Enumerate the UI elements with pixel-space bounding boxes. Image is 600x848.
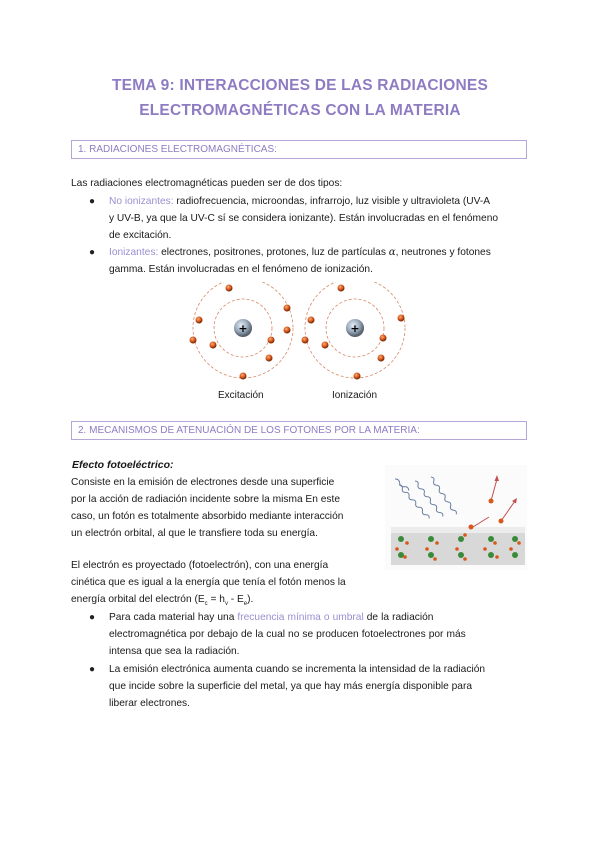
text-line: El electrón es proyectado (fotoelectrón), con una energía	[71, 560, 329, 571]
electron-icon	[489, 499, 494, 504]
paragraph-photoelectric-2	[71, 557, 377, 613]
text-line: por la acción de radiación incidente sobre la misma En este	[71, 494, 340, 505]
text-line: caso, un fotón es totalmente absorbido mediante interacción	[71, 511, 344, 522]
electron-icon	[266, 355, 273, 362]
page-title-line2: ELECTROMAGNÉTICAS CON LA MATERIA	[139, 102, 461, 119]
bullet-dot: ●	[89, 247, 96, 258]
electron-icon	[338, 285, 345, 292]
electron-icon	[398, 315, 405, 322]
bullet-text: radiofrecuencia, microondas, infrarrojo, luz visible y ultravioleta (UV-A	[173, 196, 491, 207]
bullet-text: y UV-B, ya que la UV-C sí se considera ionizante). Están involucradas en el fenómeno	[109, 213, 499, 224]
electron-icon	[284, 327, 291, 334]
term-ionizing: Ionizantes:	[109, 247, 159, 258]
term-non-ionizing: No ionizantes:	[109, 196, 174, 207]
caption-excitation: Excitación	[218, 390, 264, 401]
bullet-text: electrones, positrones, protones, luz de partículas	[158, 247, 389, 258]
photoelectric-diagram	[385, 465, 527, 570]
bullet-dot: ●	[89, 612, 96, 623]
nucleus-plus: +	[238, 322, 248, 335]
electron-icon	[240, 373, 247, 380]
text-line: energía orbital del electrón $(E_c = h_v - E_e)$.	[71, 594, 254, 608]
atom-diagram	[185, 282, 415, 382]
subheading-photoelectric: Efecto fotoeléctrico:	[72, 459, 174, 471]
nucleus-plus: +	[350, 322, 360, 335]
section-heading-2: 2. MECANISMOS DE ATENUACIÓN DE LOS FOTONES POR LA MATERIA:	[71, 421, 527, 440]
electron-icon	[322, 342, 329, 349]
caption-ionization: Ionización	[332, 390, 378, 401]
electron-icon	[380, 335, 387, 342]
highlight-threshold: frecuencia mínima o umbral	[237, 612, 364, 623]
bullet-ionizing	[89, 244, 529, 278]
bullet-text: gamma. Están involucradas en el fenómeno de ionización.	[109, 264, 373, 275]
electron-icon	[190, 337, 197, 344]
section1-intro: Las radiaciones electromagnéticas pueden ser de dos tipos:	[71, 178, 343, 189]
electron-icon	[354, 373, 361, 380]
page-title-line1: TEMA 9: INTERACCIONES DE LAS RADIACIONES	[111, 77, 488, 94]
atom-ionization	[302, 282, 406, 380]
electron-icon	[284, 305, 291, 312]
electron-icon	[302, 337, 309, 344]
electron-icon	[469, 525, 474, 530]
bullet-dot: ●	[89, 664, 96, 675]
text-line: cinética que es igual a la energía que tenía el fotón menos la	[71, 577, 346, 588]
electron-icon	[378, 355, 385, 362]
electron-icon	[226, 285, 233, 292]
electron-icon	[210, 342, 217, 349]
electron-icon	[196, 317, 203, 324]
bullet-text: de excitación.	[109, 230, 172, 241]
bullet-text: , neutrones y fotones	[395, 247, 491, 258]
atom-excitation	[190, 282, 294, 380]
electron-icon	[499, 519, 504, 524]
bullet-non-ionizing	[89, 193, 529, 244]
electron-icon	[268, 337, 275, 344]
bullet-threshold-frequency: ● Para cada material hay una frecuencia mínima o umbral de la radiación electromagnética por debajo de la cual no se producen fotoelectrones por más intensa que sea la radiación.	[89, 609, 529, 660]
alpha-symbol: α	[388, 247, 396, 258]
bullet-emission-intensity: ● La emisión electrónica aumenta cuando se incrementa la intensidad de la radiación que incide sobre la superficie del metal, ya que hay más energía disponible para liberar electrones.	[89, 661, 529, 712]
text-line: un electrón orbital, al que le transfiere toda su energía.	[71, 528, 318, 539]
electron-icon	[308, 317, 315, 324]
section-heading-1: 1. RADIACIONES ELECTROMAGNÉTICAS:	[71, 140, 527, 159]
bullet-dot: ●	[89, 196, 96, 207]
paragraph-photoelectric-1	[71, 474, 377, 542]
text-line: Consiste en la emisión de electrones desde una superficie	[71, 477, 335, 488]
